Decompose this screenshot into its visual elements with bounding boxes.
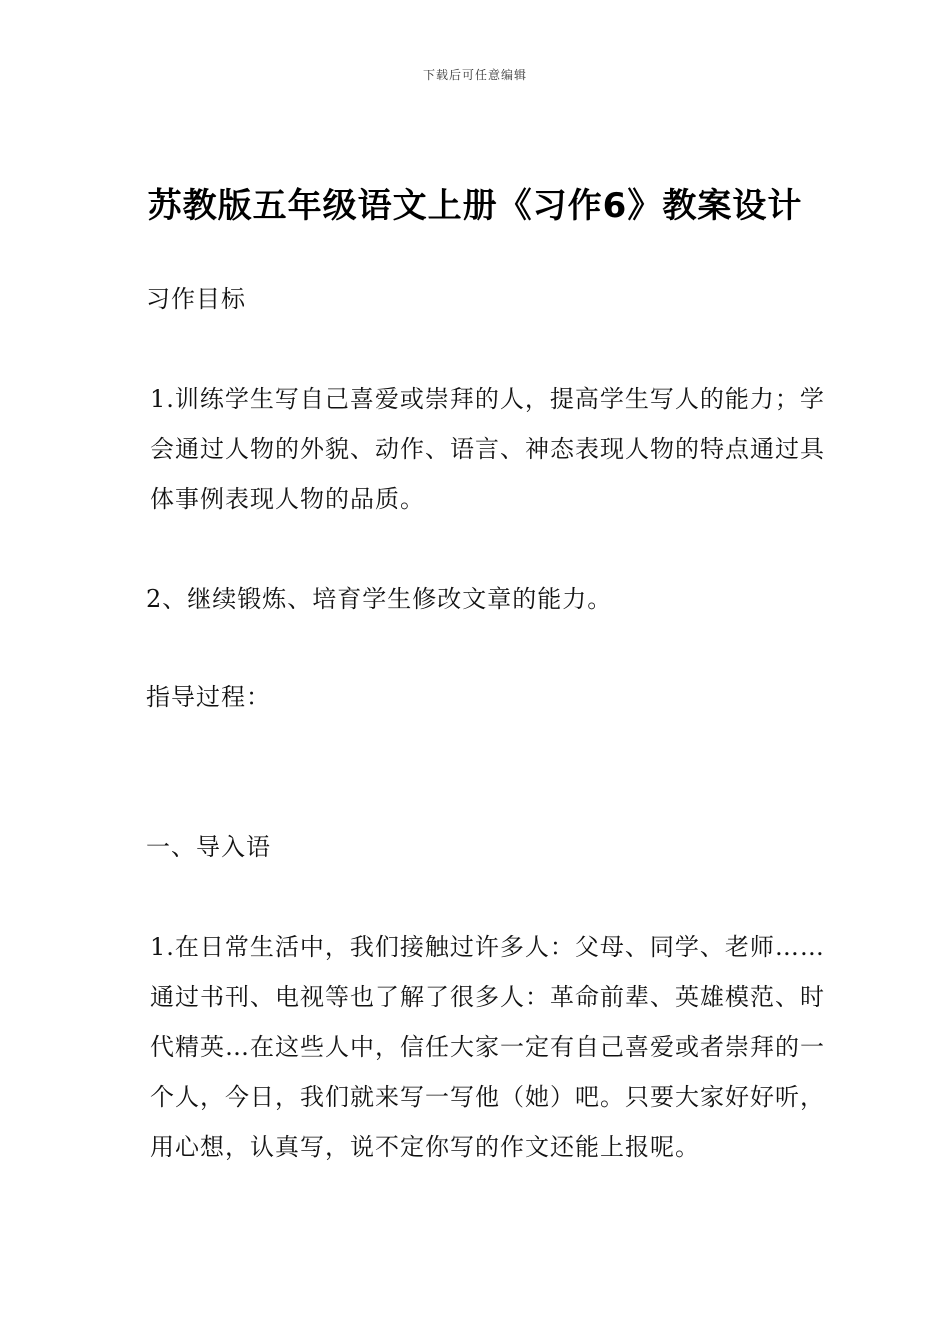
paragraph-goal-1: 1.训练学生写自己喜爱或崇拜的人，提高学生写人的能力；学会通过人物的外貌、动作、语言、神态表现人物的特点通过具体事例表现人物的品质。 <box>150 385 825 513</box>
paragraph-goal-2: 2、继续锻炼、培育学生修改文章的能力。 <box>146 585 613 613</box>
paragraph-intro-1: 1.在日常生活中，我们接触过许多人：父母、同学、老师……通过书刊、电视等也了解了很多人：革命前辈、英雄模范、时代精英…在这些人中，信任大家一定有自己喜爱或者崇拜的一个人，今日，我们就来写一写他（她）吧。只要大家好好听，用心想，认真写，说不定你写的作文还能上报呢。 <box>150 933 825 1161</box>
document-title: 苏教版五年级语文上册《习作6》教案设计 <box>147 186 803 226</box>
section-heading-goals: 习作目标 <box>146 285 246 313</box>
section-heading-intro: 一、导入语 <box>146 833 271 861</box>
section-heading-process: 指导过程： <box>146 683 271 711</box>
page-header-note: 下载后可任意编辑 <box>422 68 527 82</box>
